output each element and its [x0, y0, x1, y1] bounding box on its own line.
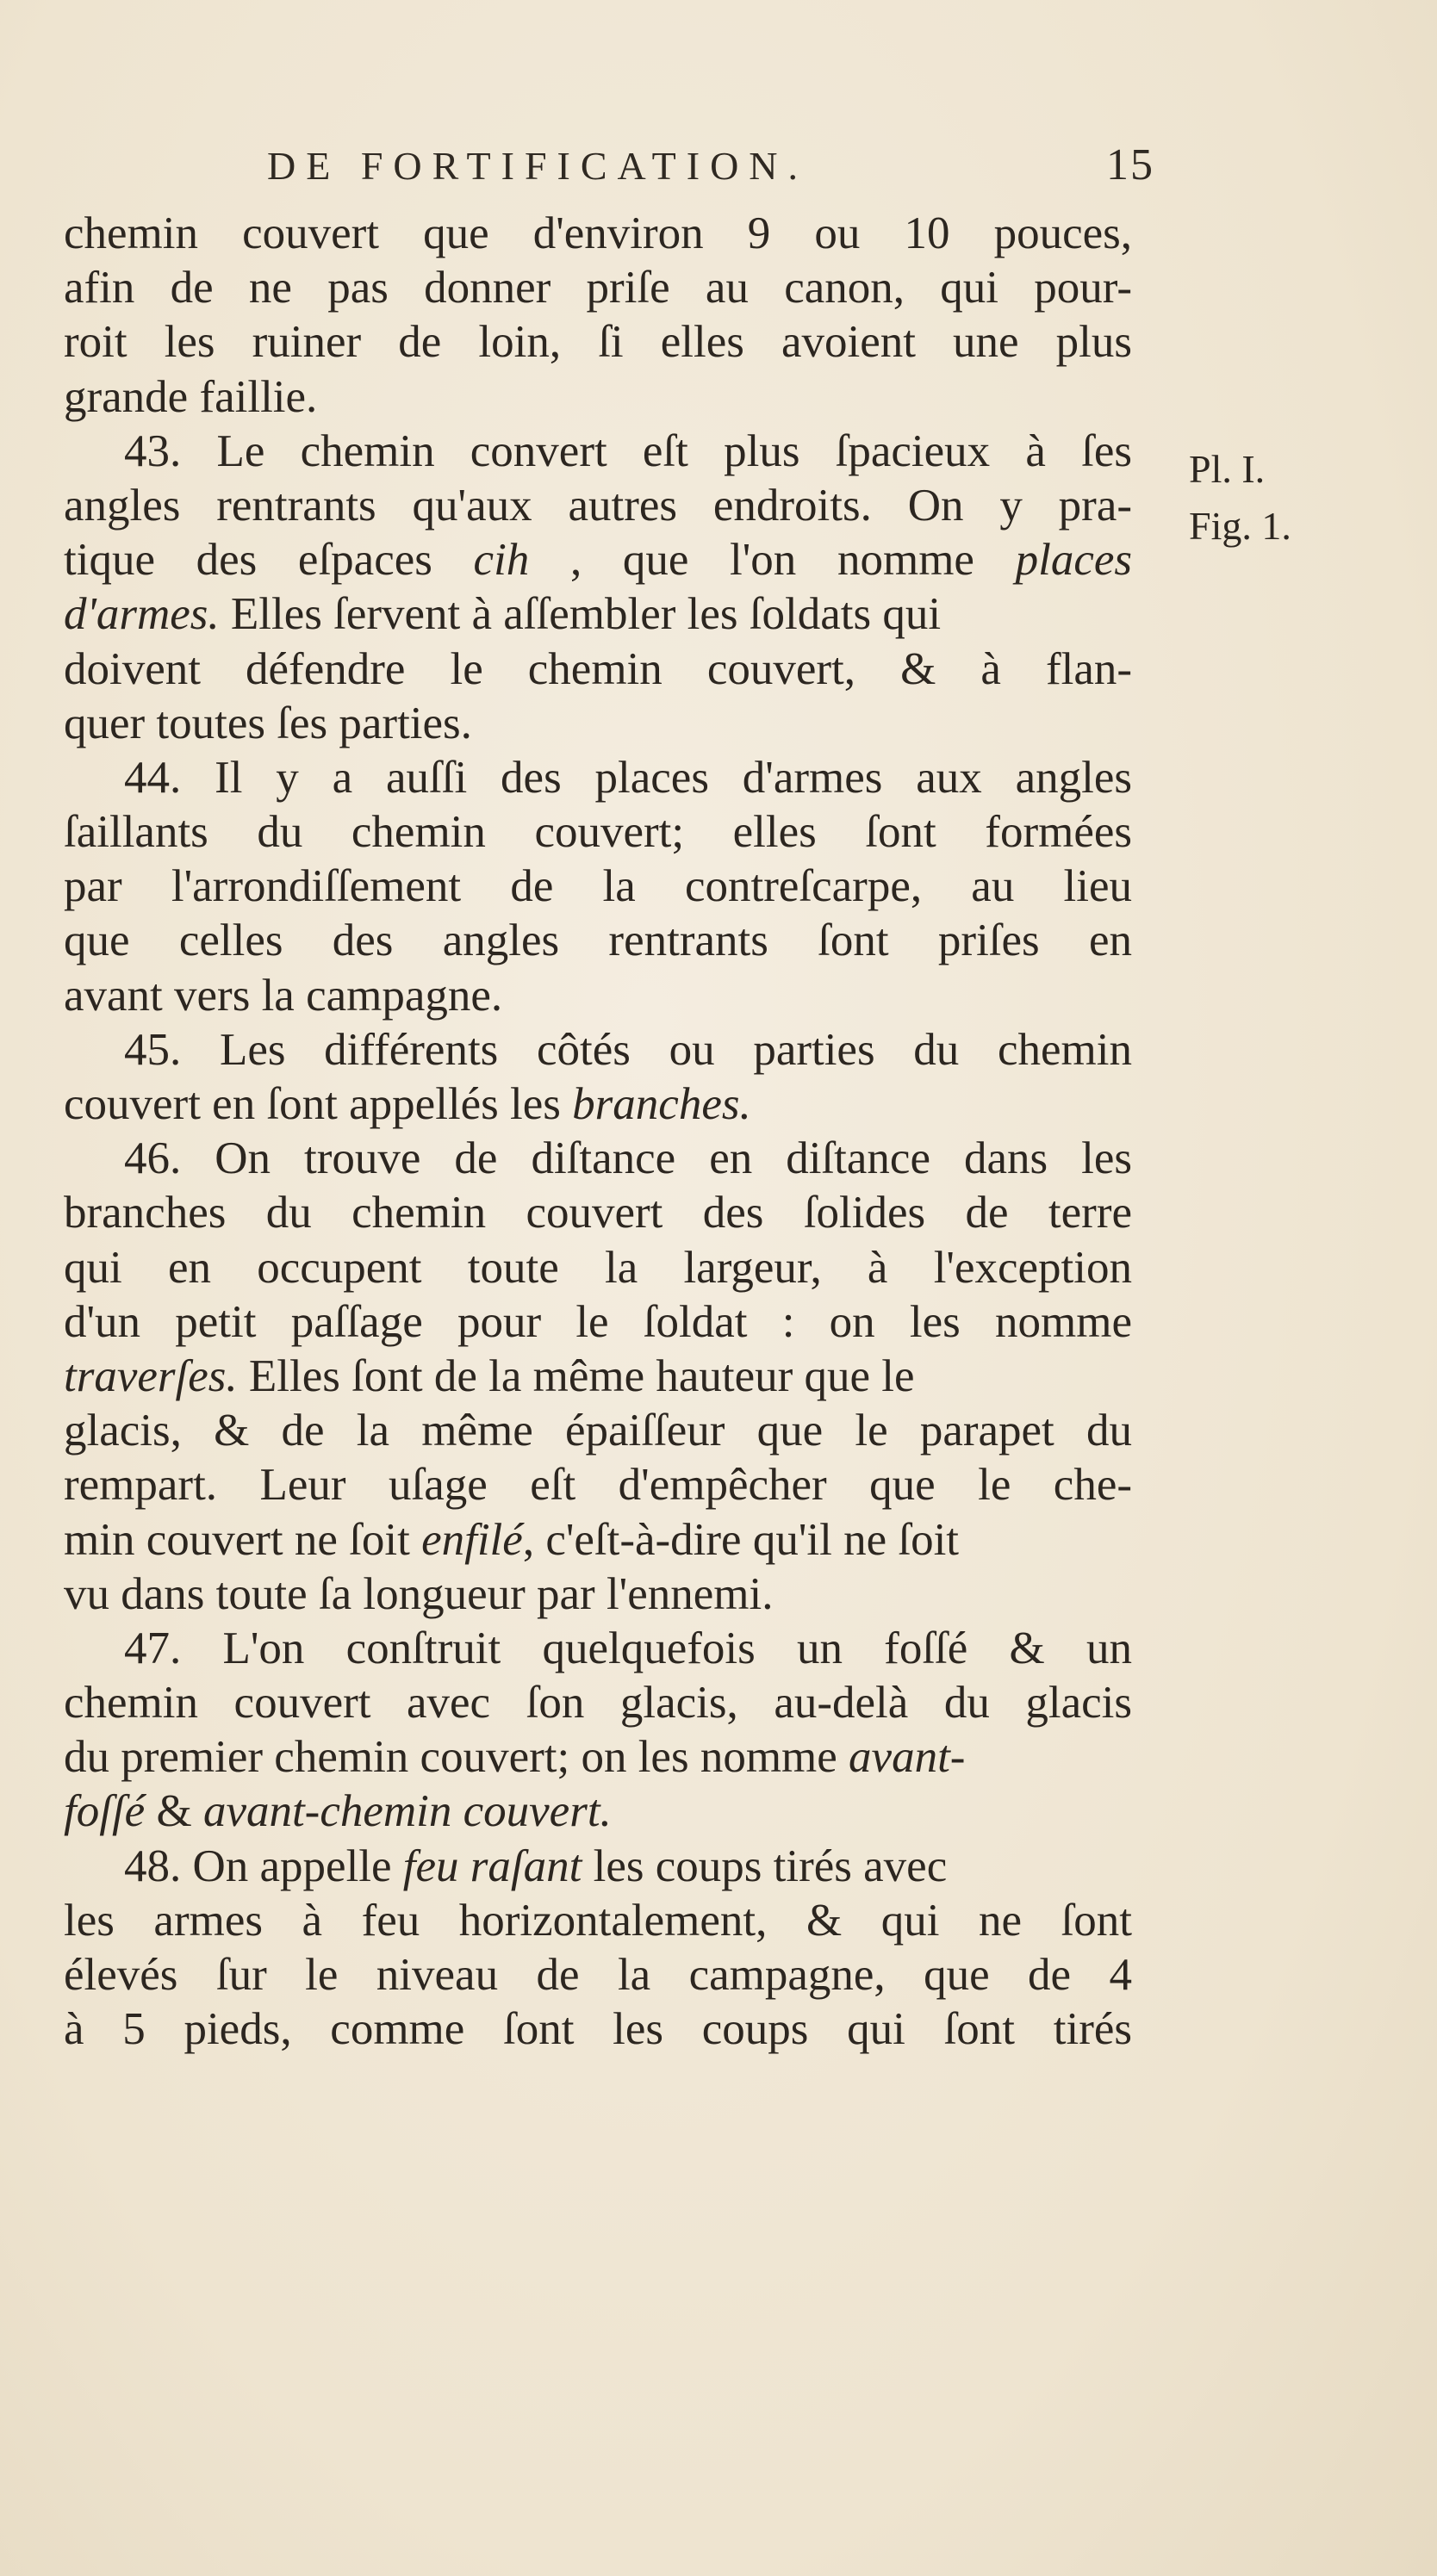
text-span: , c'eſt-à-dire qu'il ne ſoit — [522, 1514, 960, 1565]
term-italic: feu raſant — [402, 1840, 582, 1891]
text-span: tique des eſpaces — [64, 535, 432, 586]
term-italic: avant- — [849, 1732, 966, 1783]
margin-note-plate: Pl. I. — [1189, 447, 1266, 491]
running-title: DE FORTIFICATION. — [267, 144, 809, 188]
text-span: les coups tirés avec — [582, 1840, 948, 1891]
term-italic: places — [1015, 535, 1133, 586]
term-italic: foſſé — [64, 1786, 146, 1837]
text-line — [64, 1785, 1132, 1839]
text-line: grande faillie. — [64, 371, 318, 422]
page-number: 15 — [1106, 140, 1154, 189]
text-span: couvert en ſont appellés les — [64, 1079, 573, 1129]
text-line — [64, 1513, 1132, 1567]
text-span: 48. On appelle — [124, 1840, 403, 1891]
text-line: roit les ruiner de loin, ſi elles avoient une plus — [64, 317, 1132, 368]
text-line: chemin couvert avec ſon glacis, au-delà du glacis — [64, 1678, 1132, 1729]
term-italic: branches. — [572, 1079, 751, 1129]
text-line: rempart. Leur uſage eſt d'empêcher que le che- — [64, 1460, 1132, 1511]
term-italic: cih — [473, 535, 530, 586]
text-line: d'un petit paſſage pour le ſoldat : on les nomme — [64, 1296, 1132, 1347]
text-line: chemin couvert que d'environ 9 ou 10 pouces, — [64, 208, 1132, 258]
text-line — [64, 587, 1132, 642]
text-line: afin de ne pas donner priſe au canon, qui pour- — [64, 263, 1132, 313]
term-italic: traverſes. — [64, 1350, 238, 1401]
text-line: vu dans toute ſa longueur par l'ennemi. — [64, 1568, 774, 1619]
paragraph-44-start: 44. Il y a auſſi des places d'armes aux angles — [124, 752, 1132, 803]
text-span: min couvert ne ſoit — [64, 1514, 422, 1565]
text-span: & — [145, 1786, 203, 1837]
text-span: du premier chemin couvert; on les nomme — [64, 1732, 849, 1783]
running-header — [267, 140, 1154, 190]
text-line: branches du chemin couvert des ſolides de terre — [64, 1188, 1132, 1238]
text-line: que celles des angles rentrants ſont priſes en — [64, 916, 1132, 966]
text-line: ſaillants du chemin couvert; elles ſont formées — [64, 807, 1132, 858]
body-text — [64, 207, 1132, 2057]
paragraph-43-start: 43. Le chemin convert eſt plus ſpacieux à ſes — [124, 425, 1132, 476]
text-line: par l'arrondiſſement de la contreſcarpe, au lieu — [64, 861, 1132, 912]
term-italic: d'armes. — [64, 589, 220, 640]
paragraph-48-start — [64, 1840, 1132, 1894]
term-italic: avant-chemin couvert. — [202, 1786, 612, 1837]
text-line: qui en occupent toute la largeur, à l'exception — [64, 1242, 1132, 1293]
margin-note-figure: Fig. 1. — [1189, 504, 1291, 548]
text-span: , que l'on nomme — [569, 535, 974, 586]
text-line: doivent défendre le chemin couvert, & à flan- — [64, 643, 1132, 694]
text-line: élevés ſur le niveau de la campagne, que de 4 — [64, 1950, 1132, 2000]
text-span: Elles ſervent à aſſembler les ſoldats qui — [219, 589, 942, 640]
term-italic: enfilé — [421, 1514, 523, 1565]
text-line — [64, 533, 1132, 587]
paragraph-45-start: 45. Les différents côtés ou parties du chemin — [124, 1024, 1132, 1075]
text-line: à 5 pieds, comme ſont les coups qui ſont tirés — [64, 2004, 1132, 2055]
text-line — [64, 1077, 1132, 1132]
text-line: quer toutes ſes parties. — [64, 698, 472, 748]
text-line: les armes à feu horizontalement, & qui ne ſont — [64, 1895, 1132, 1946]
text-line: angles rentrants qu'aux autres endroits. On y pra- — [64, 480, 1132, 531]
text-line — [64, 1350, 1132, 1404]
paragraph-46-start: 46. On trouve de diſtance en diſtance dans les — [124, 1133, 1132, 1184]
text-line: avant vers la campagne. — [64, 970, 503, 1021]
text-line — [64, 1730, 1132, 1785]
paragraph-47-start: 47. L'on conſtruit quelquefois un foſſé & un — [124, 1623, 1132, 1673]
text-span: Elles ſont de la même hauteur que le — [237, 1350, 915, 1401]
text-line: glacis, & de la même épaiſſeur que le parapet du — [64, 1406, 1132, 1456]
